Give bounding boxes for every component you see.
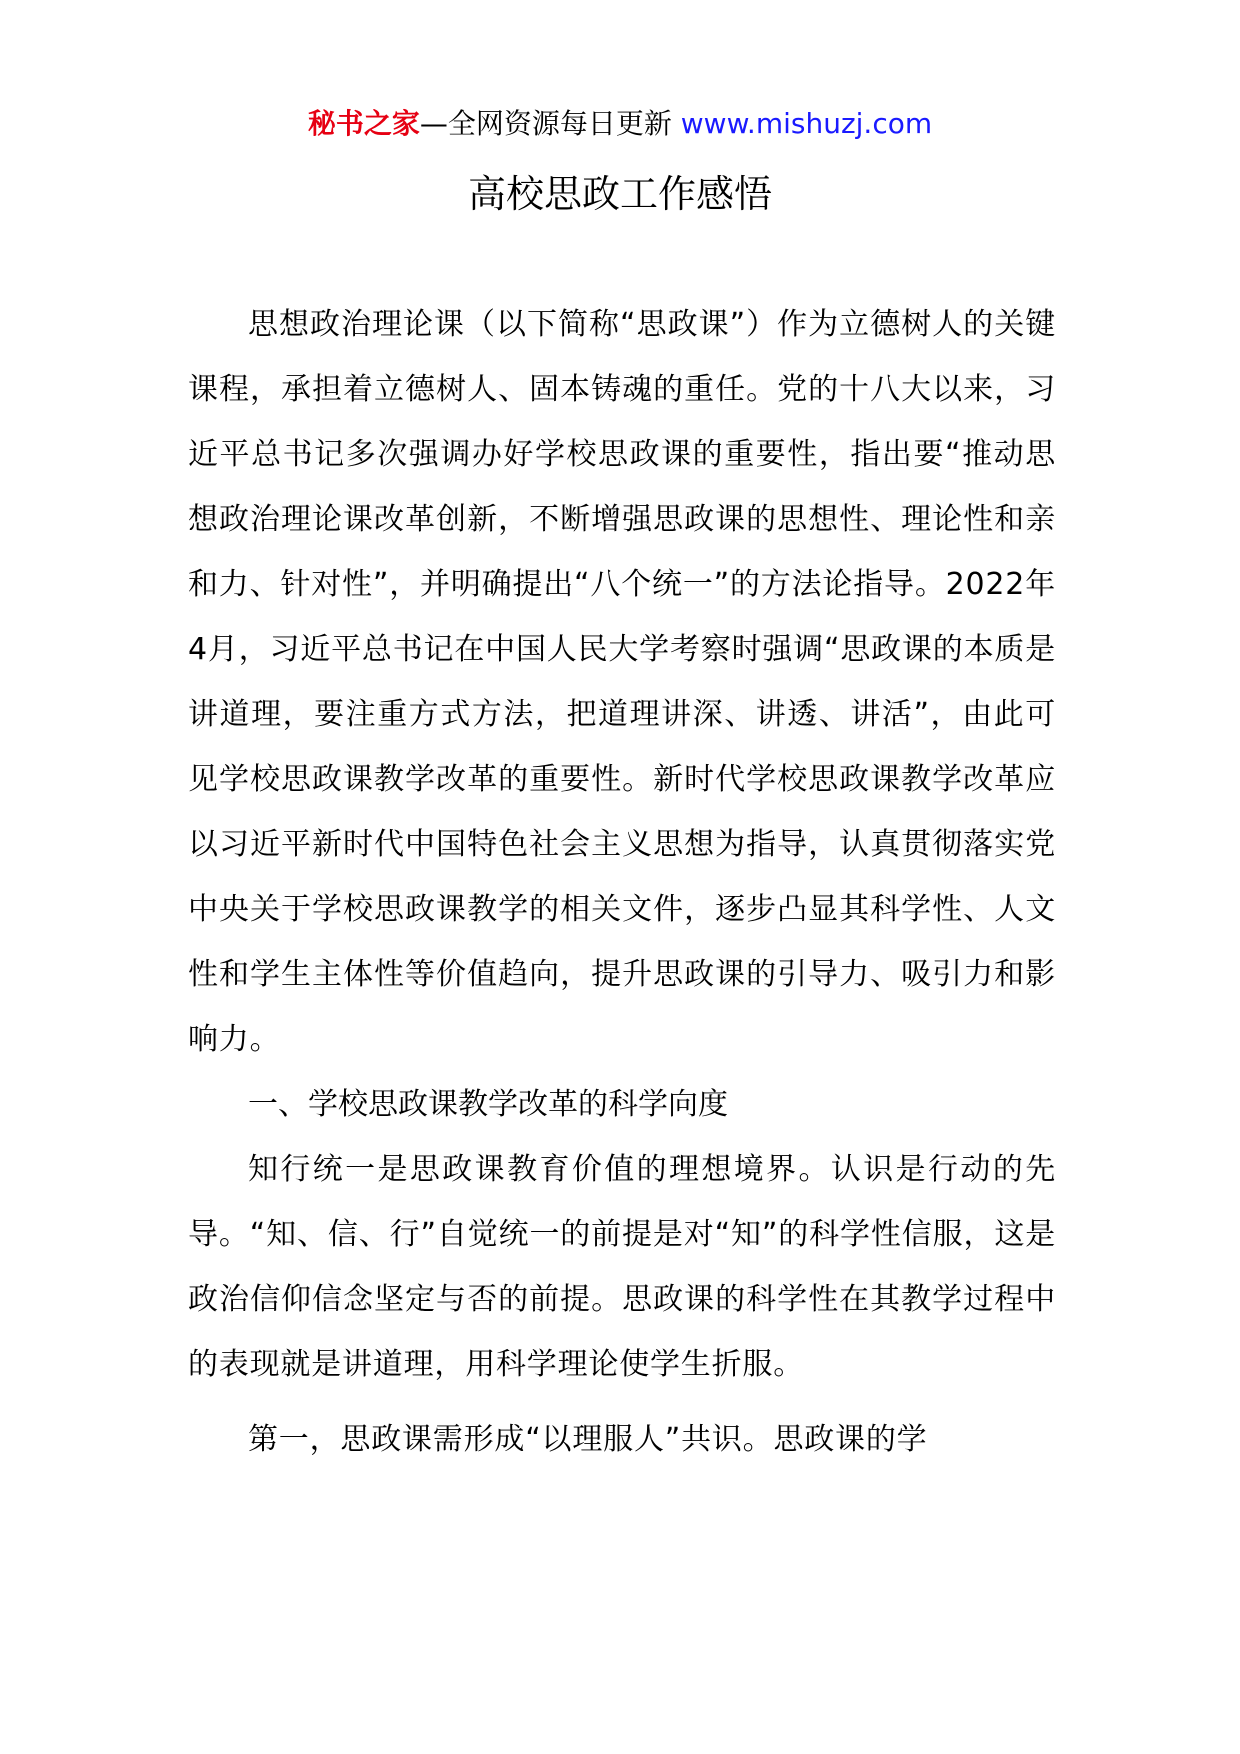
section-heading: 一、学校思政课教学改革的科学向度 (248, 1087, 728, 1122)
site-url-link[interactable]: www.mishuzj.com (680, 107, 933, 140)
site-slogan: —全网资源每日更新 (419, 107, 681, 140)
paragraph-first-point: 第一，思政课需形成“以理服人”共识。思政课的学 (248, 1422, 928, 1457)
site-brand: 秘书之家 (307, 107, 420, 140)
paragraph-unity: 知行统一是思政课教育价值的理想境界。认识是行动的先导。“知、信、行”自觉统一的前提是对“知”的科学性信服，这是政治信仰信念坚定与否的前提。思政课的科学性在其教学过程中的表现就是讲道理，用科学理论使学生折服。 (188, 1152, 1056, 1382)
document-body (188, 292, 1056, 1472)
site-header (0, 104, 1240, 144)
document-title: 高校思政工作感悟 (467, 172, 772, 216)
paragraph-intro: 思想政治理论课（以下简称“思政课”）作为立德树人的关键课程，承担着立德树人、固本铸魂的重任。党的十八大以来，习近平总书记多次强调办好学校思政课的重要性，指出要“推动思想政治理论课改革创新，不断增强思政课的思想性、理论性和亲和力、针对性”，并明确提出“八个统一”的方法论指导。2022年4月，习近平总书记在中国人民大学考察时强调“思政课的本质是讲道理，要注重方式方法，把道理讲深、讲透、讲活”，由此可见学校思政课教学改革的重要性。新时代学校思政课教学改革应以习近平新时代中国特色社会主义思想为指导，认真贯彻落实党中央关于学校思政课教学的相关文件，逐步凸显其科学性、人文性和学生主体性等价值趋向，提升思政课的引导力、吸引力和影响力。 (188, 307, 1056, 1057)
